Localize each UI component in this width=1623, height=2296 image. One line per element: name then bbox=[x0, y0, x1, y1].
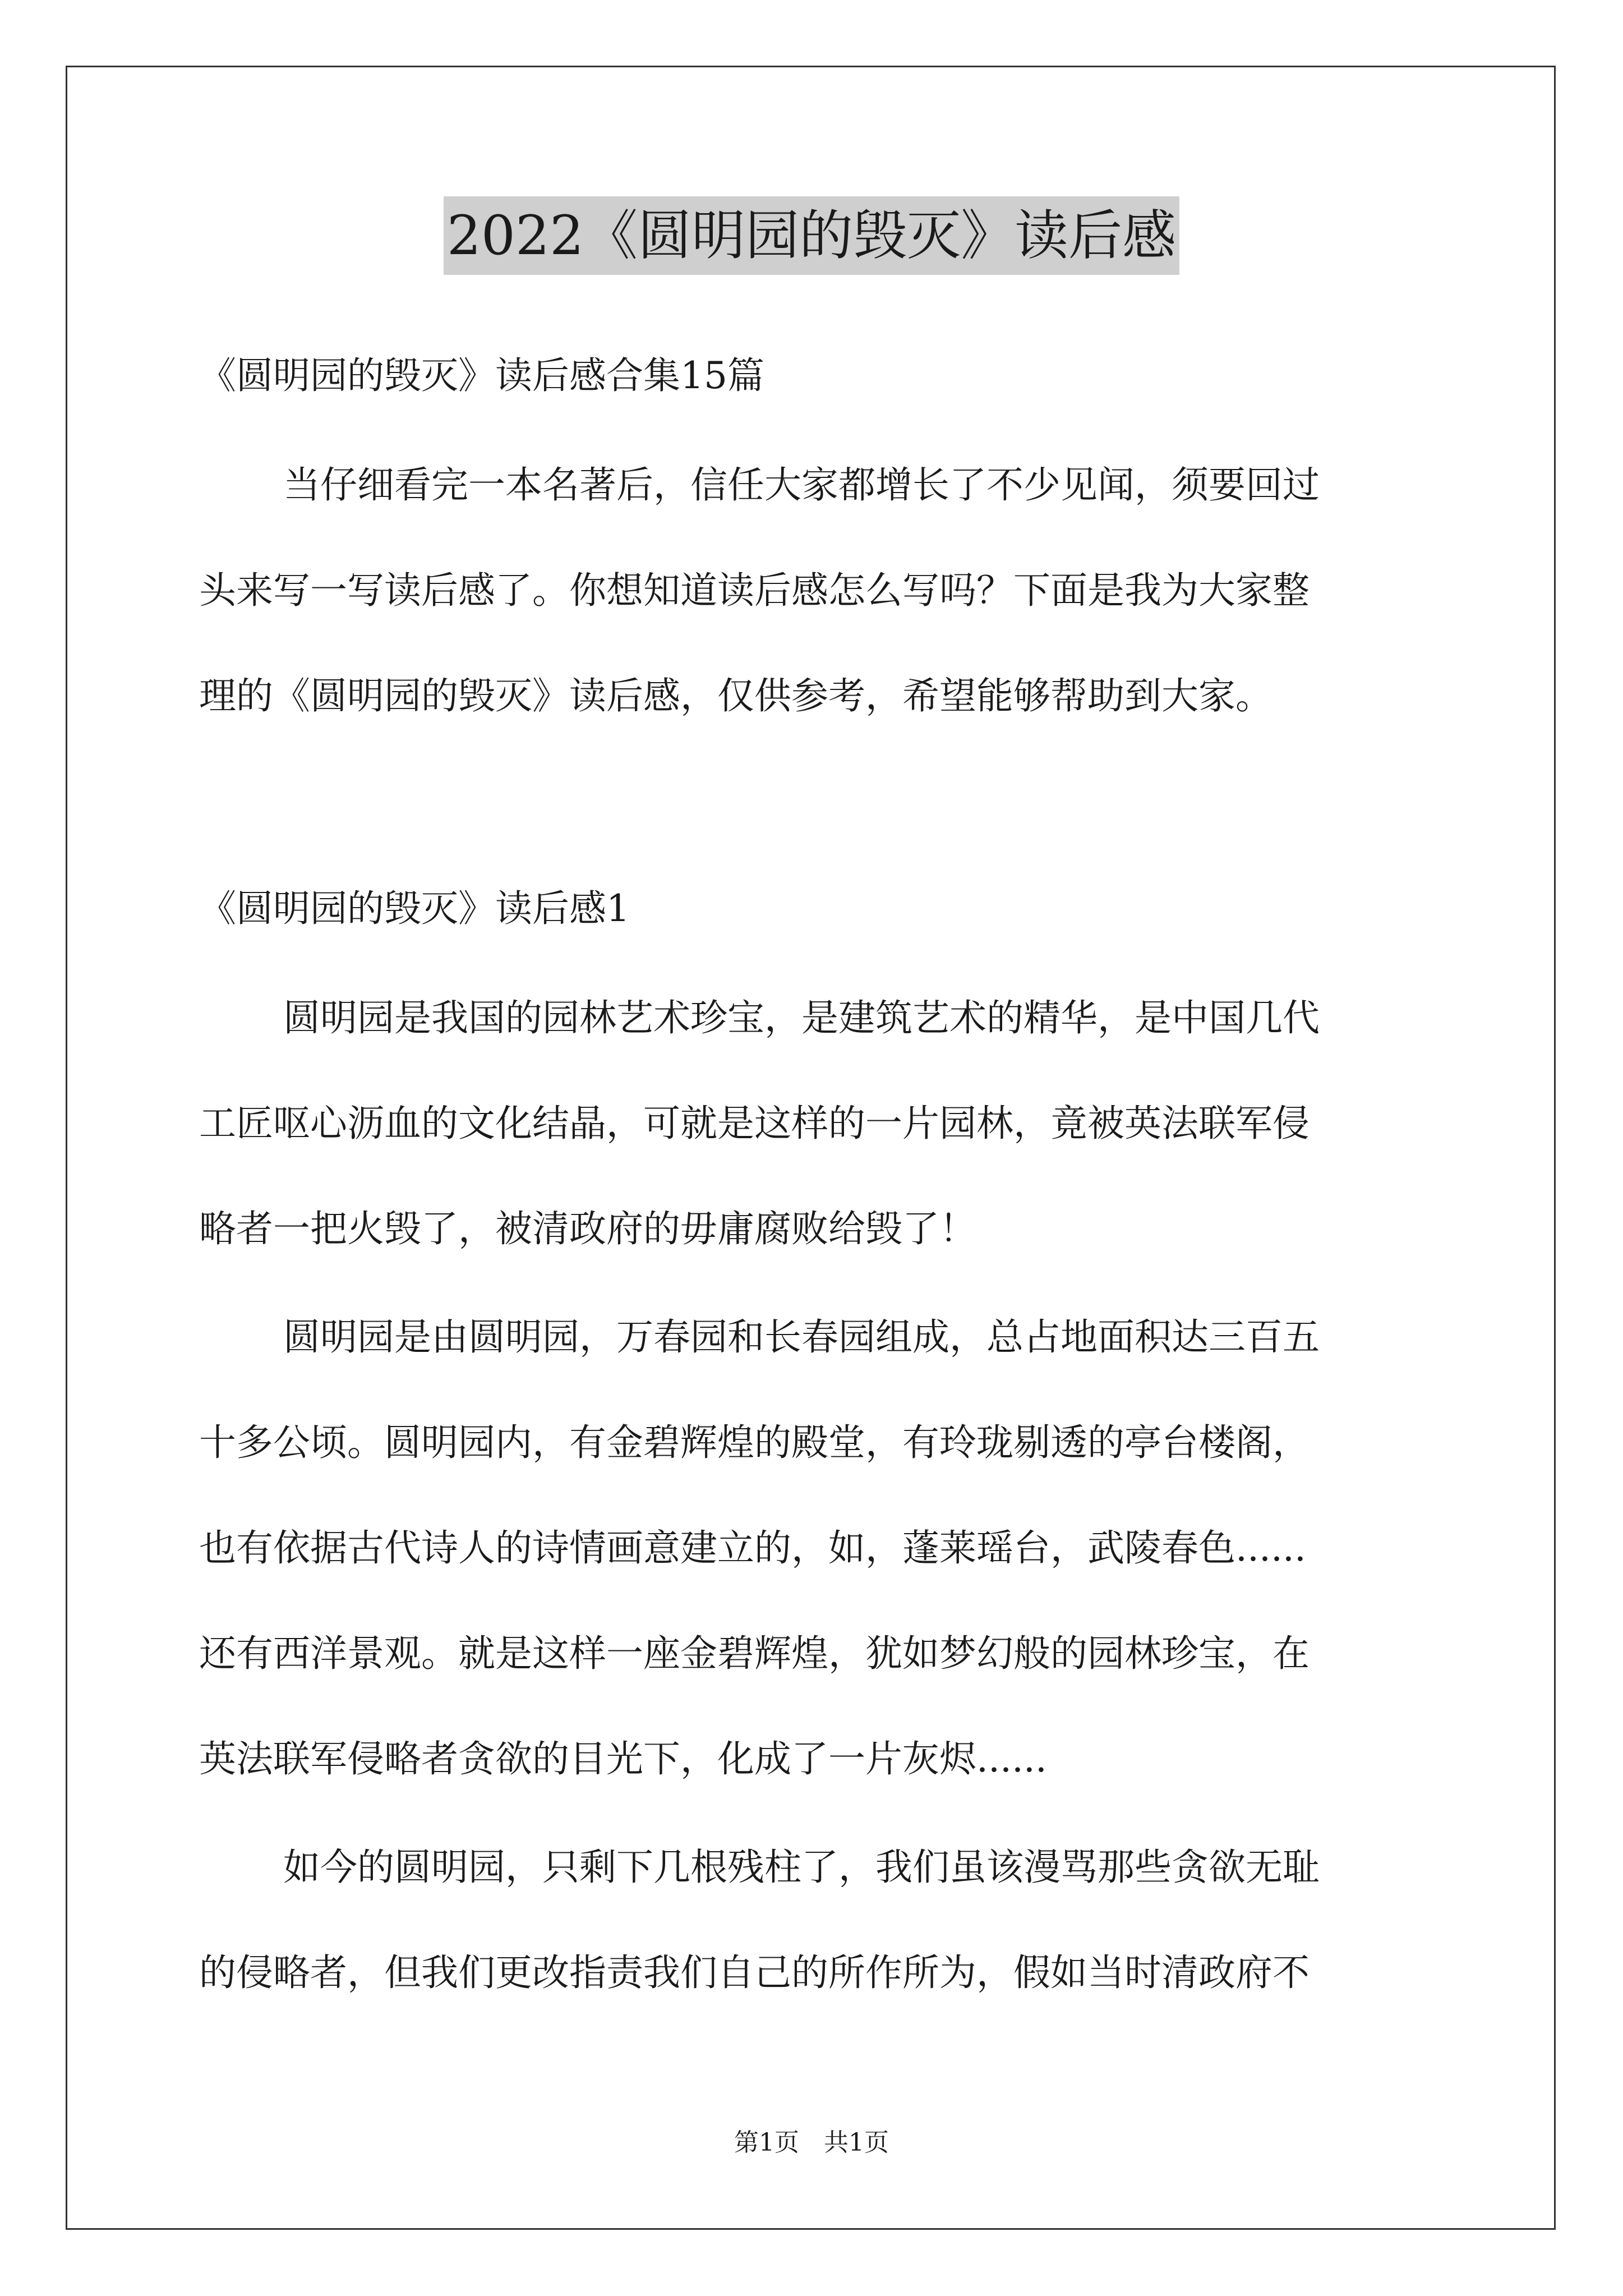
paragraph2-line-3: 也有依据古代诗人的诗情画意建立的，如，蓬莱瑶台，武陵春色...... bbox=[199, 1526, 1306, 1570]
paragraph2-line-1: 圆明园是由圆明园，万春园和长春园组成，总占地面积达三百五 bbox=[283, 1315, 1320, 1359]
paragraph1-line-3: 略者一把火毁了，被清政府的毋庸腐败给毁了！ bbox=[199, 1207, 976, 1250]
intro-line-1: 当仔细看完一本名著后，信任大家都增长了不少见闻，须要回过 bbox=[283, 463, 1320, 507]
intro-line-2: 头来写一写读后感了。你想知道读后感怎么写吗？下面是我为大家整 bbox=[199, 569, 1310, 612]
paragraph3-line-2: 的侵略者，但我们更改指责我们自己的所作所为，假如当时清政府不 bbox=[199, 1951, 1310, 1994]
paragraph2-line-5: 英法联军侵略者贪欲的目光下，化成了一片灰烬...... bbox=[199, 1737, 1047, 1780]
paragraph1-line-2: 工匠呕心沥血的文化结晶，可就是这样的一片园林，竟被英法联军侵 bbox=[199, 1102, 1310, 1145]
document-title: 2022《圆明园的毁灭》读后感 bbox=[444, 196, 1179, 275]
intro-line-3: 理的《圆明园的毁灭》读后感，仅供参考，希望能够帮助到大家。 bbox=[199, 674, 1272, 717]
paragraph2-line-4: 还有西洋景观。就是这样一座金碧辉煌，犹如梦幻般的园林珍宝，在 bbox=[199, 1632, 1310, 1675]
paragraph2-line-2: 十多公顷。圆明园内，有金碧辉煌的殿堂，有玲珑剔透的亭台楼阁， bbox=[199, 1421, 1310, 1464]
paragraph3-line-1: 如今的圆明园，只剩下几根残柱了，我们虽该漫骂那些贪欲无耻 bbox=[283, 1846, 1320, 1889]
title-container bbox=[0, 196, 1623, 275]
paragraph1-line-1: 圆明园是我国的园林艺术珍宝，是建筑艺术的精华，是中国几代 bbox=[283, 996, 1320, 1039]
section-heading: 《圆明园的毁灭》读后感1 bbox=[199, 887, 630, 930]
page-footer: 第1页 共1页 bbox=[734, 2128, 889, 2157]
document-subtitle: 《圆明园的毁灭》读后感合集15篇 bbox=[199, 354, 764, 397]
